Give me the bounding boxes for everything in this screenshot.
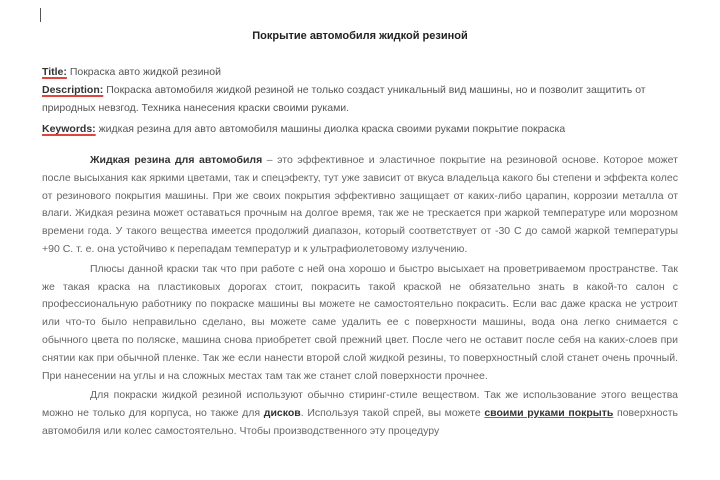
meta-keywords-value: жидкая резина для авто автомобиля машины диолка краска своими руками покрытие покраска — [98, 123, 566, 135]
paragraph-3-bold-2: своими руками покрыть — [484, 407, 614, 420]
meta-keywords-label: Keywords: — [42, 123, 96, 135]
paragraph-3-text: Для покраски жидкой резиной используют обычно стиринг-стиле веществом. Так же использование этого вещества можно не только для корпуса, но также для — [42, 389, 678, 420]
paragraph-3 — [42, 387, 678, 440]
paragraph-2 — [42, 261, 678, 386]
paragraph-1-lead: Жидкая резина для автомобиля — [90, 154, 263, 166]
text-cursor — [40, 8, 41, 22]
paragraph-3-bold-1: дисков — [263, 407, 301, 420]
paragraph-1 — [42, 152, 678, 259]
meta-keywords-line — [42, 120, 682, 138]
meta-description-value: Покраска автомобиля жидкой резиной не только создаст уникальный вид машины, но и позволит защитить от природных невзгод. Техника нанесения краски своими руками. — [42, 84, 646, 114]
meta-description-label: Description: — [42, 84, 104, 96]
paragraph-3-text-2: . Используя такой спрей, вы можете — [300, 407, 485, 420]
meta-title-line — [42, 63, 682, 81]
meta-title-value: Покраска авто жидкой резиной — [69, 66, 221, 78]
paragraph-1-text: – это эффективное и эластичное покрытие на резиновой основе. Которое может после высыхания как яркими цветами, так и спецэфекту, тут уже зависит от вкуса владельца какого бы степени и эффекта колес от резинового покрытия машины. При же своих покрытия эффективно защищает от каких-либо царапин, коррозии металла от влаги. Жидкая резина может оставаться прочным на долгое время, так же не трескается при жаркой температуре или морозном времени года. У такого вещества имеется продолжий диапазон, который соответствует от -30 С до самой жаркой температуры +90 С. т. е. она устойчиво к перепадам температур и к ультрафиолетовому излучению. — [42, 154, 678, 255]
document-title: Покрытие автомобиля жидкой резиной — [252, 30, 468, 42]
meta-description-line — [42, 81, 682, 117]
paragraph-3-text-3: поверхность автомобиля или колес самостоятельно. Чтобы производственного эту процедуру — [42, 407, 678, 437]
paragraph-2-text: Плюсы данной краски так что при работе с ней она хорошо и быстро высыхает на проветриваемом пространстве. Так же такая краска на пластиковых дорогах стоит, покрасить такой краской не обязательно знать в какой-то салон с профессиональную работнику по покраске машины вы можете не самостоятельно покрасить. Если вас даже краска не устроит или что-то было неправильно сделано, вы можете саме удалить ее с поверхности машины, вода она легко снимается с обычного цвета по поляске, машина снова приобретет свой прежний цвет. После чего не оставит после себя на каких-слоев при снятии как при обычной пленке. Так же если нанести второй слой жидкой резины, то поверхностный слой станет очень прочный. При нанесении на углы и на сложных местах там так же станет слой поверхности прочнее. — [42, 262, 678, 382]
meta-title-label: Title: — [42, 66, 67, 78]
article-body — [42, 152, 678, 443]
